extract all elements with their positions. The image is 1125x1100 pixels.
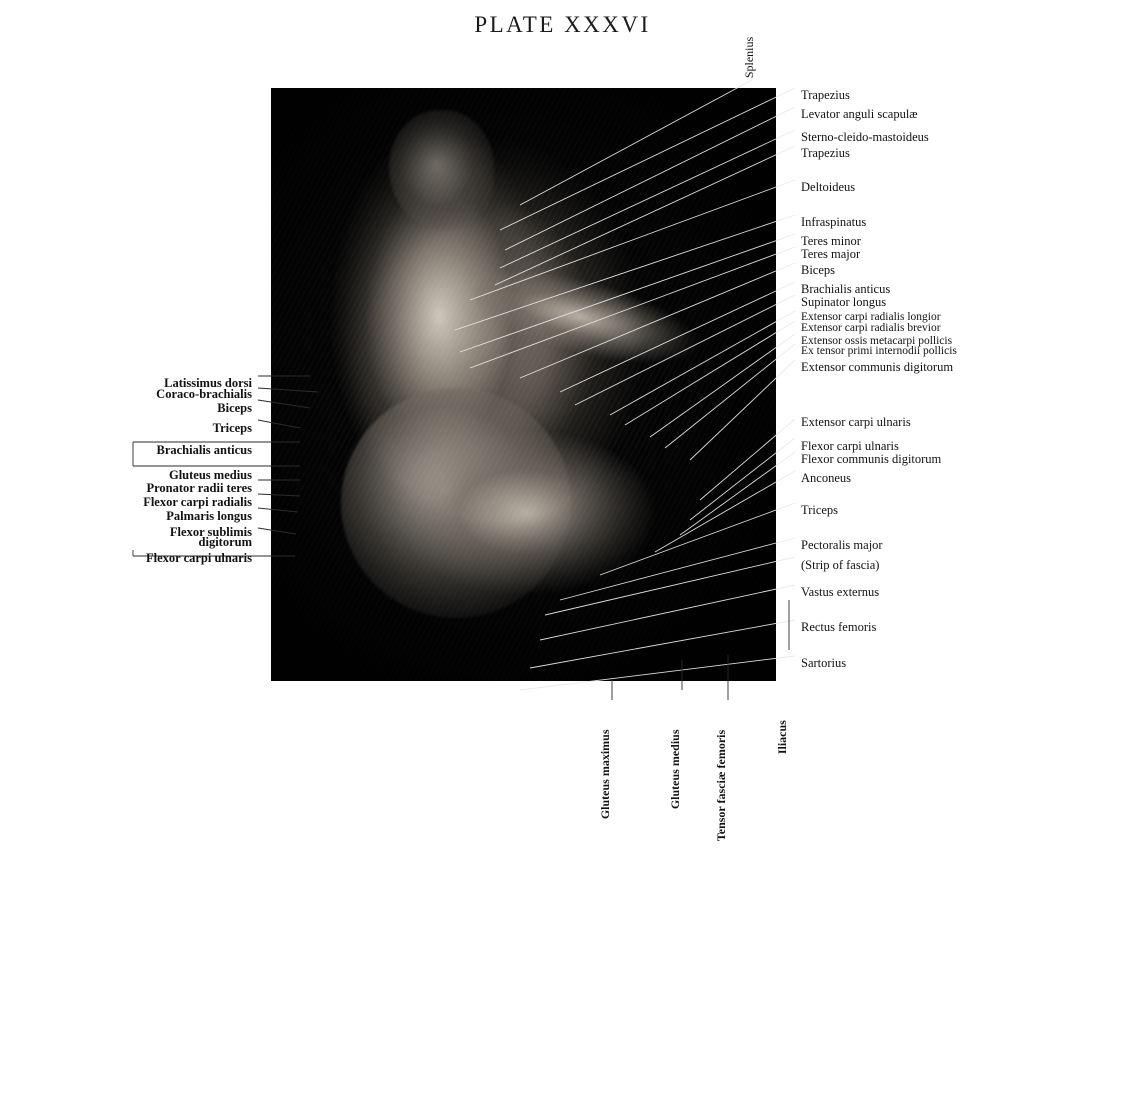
label-extensor-ossis-metacarpi-pollicis: Extensor ossis metacarpi pollicis [801, 335, 953, 347]
label-flexor-carpi-ulnaris-right: Flexor carpi ulnaris [801, 439, 899, 453]
label-trapezius-2: Trapezius [801, 146, 850, 160]
label-anconeus: Anconeus [801, 471, 851, 485]
label-extensor-communis-digitorum: Extensor communis digitorum [801, 360, 954, 374]
label-levator-anguli-scapulae: Levator anguli scapulæ [801, 107, 918, 121]
label-sartorius: Sartorius [801, 656, 847, 670]
label-pectoralis-major: Pectoralis major [801, 538, 883, 552]
label-deltoideus: Deltoideus [801, 180, 856, 194]
label-iliacus: Iliacus [774, 720, 789, 755]
label-biceps-left: Biceps [217, 401, 252, 415]
label-infraspinatus: Infraspinatus [801, 215, 867, 229]
page-title: PLATE XXXVI [474, 12, 651, 37]
label-teres-minor: Teres minor [801, 234, 861, 248]
label-brachialis-anticus-right: Brachialis anticus [801, 282, 891, 296]
label-flexor-sublimis-digitorum: digitorum [198, 535, 252, 549]
label-sterno-cleido-mastoideus: Sterno-cleido-mastoideus [801, 130, 929, 144]
label-palmaris-longus: Palmaris longus [166, 509, 252, 523]
label-gluteus-medius-bottom: Gluteus medius [667, 729, 682, 810]
label-brachialis-anticus-left: Brachialis anticus [156, 443, 252, 457]
anatomical-figure [271, 88, 776, 681]
label-triceps-right: Triceps [801, 503, 839, 517]
label-pronator-radii-teres: Pronator radii teres [146, 481, 252, 495]
label-vastus-externus: Vastus externus [801, 585, 880, 599]
label-flexor-carpi-radialis: Flexor carpi radialis [143, 495, 252, 509]
label-biceps-right: Biceps [801, 263, 836, 277]
figure-vignette [271, 88, 776, 681]
label-extensor-carpi-radialis-longior: Extensor carpi radialis longior [801, 311, 941, 323]
label-supinator-longus: Supinator longus [801, 295, 887, 309]
label-latissimus-dorsi: Latissimus dorsi [164, 376, 252, 390]
label-rectus-femoris: Rectus femoris [801, 620, 877, 634]
label-flexor-sublimis: Flexor sublimis [169, 525, 252, 539]
label-extensor-primi-internodii-pollicis: Ex tensor primi internodii pollicis [801, 345, 957, 357]
label-triceps-left: Triceps [212, 421, 252, 435]
label-extensor-carpi-radialis-brevior: Extensor carpi radialis brevior [801, 322, 941, 334]
label-trapezius-1: Trapezius [801, 88, 850, 102]
label-gluteus-maximus: Gluteus maximus [597, 729, 612, 820]
label-strip-of-fascia: (Strip of fascia) [801, 558, 880, 572]
label-flexor-carpi-ulnaris-left: Flexor carpi ulnaris [145, 551, 252, 565]
label-coraco-brachialis: Coraco-brachialis [156, 387, 252, 401]
label-teres-major: Teres major [801, 247, 861, 261]
label-tensor-fasciae-femoris: Tensor fasciæ femoris [713, 729, 728, 842]
label-splenius: Splenius [741, 36, 756, 79]
label-extensor-carpi-ulnaris: Extensor carpi ulnaris [801, 415, 911, 429]
label-flexor-communis-digitorum: Flexor communis digitorum [801, 452, 942, 466]
label-gluteus-medius-left: Gluteus medius [168, 468, 252, 482]
